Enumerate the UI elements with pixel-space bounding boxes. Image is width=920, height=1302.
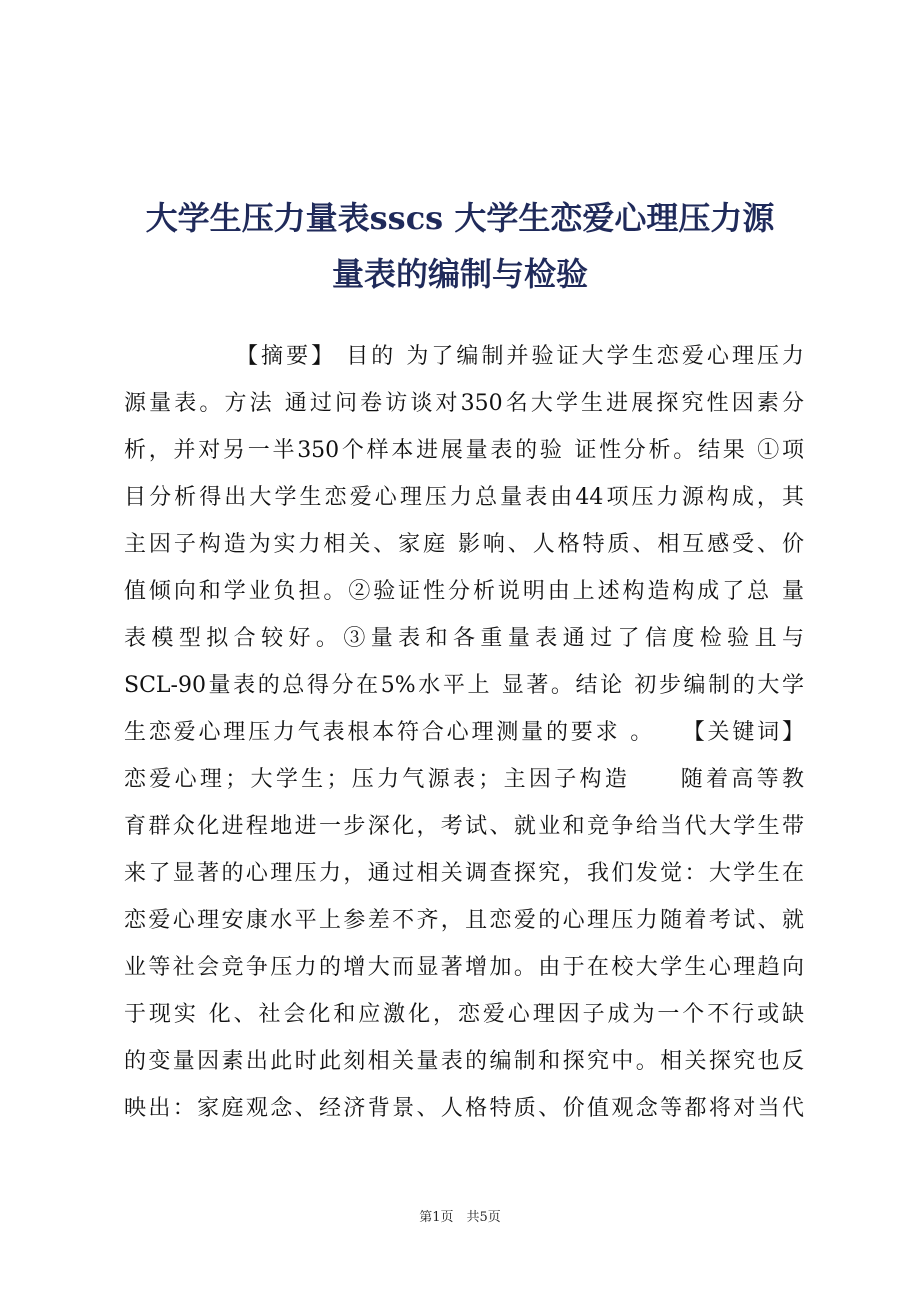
body-line: 表模型拟合较好。③量表和各重量表通过了信度检验且与: [124, 626, 804, 651]
body-line: 源量表。方法 通过问卷访谈对350名大学生进展探究性因素分: [124, 391, 804, 416]
document-title-line-1: 大学生压力量表sscs 大学生恋爱心理压力源: [145, 199, 775, 237]
body-line: 主因子构造为实力相关、家庭 影响、人格特质、相互感受、价: [124, 532, 804, 557]
abstract-line: 【摘要】 目的 为了编制并验证大学生恋爱心理压力: [236, 344, 804, 369]
body-line: 恋爱心理安康水平上参差不齐，且恋爱的心理压力随着考试、就: [124, 908, 804, 933]
body-line: SCL-90量表的总得分在5%水平上 显著。结论 初步编制的大学: [124, 673, 804, 698]
page-number-footer: 第1页 共5页: [419, 1210, 501, 1225]
body-line: 来了显著的心理压力，通过相关调查探究，我们发觉：大学生在: [124, 861, 804, 886]
body-line: 析，并对另一半350个样本进展量表的验 证性分析。结果 ①项: [124, 438, 804, 463]
body-line: 于现实 化、社会化和应激化，恋爱心理因子成为一个不行或缺: [124, 1002, 804, 1027]
body-line: 的变量因素出此时此刻相关量表的编制和探究中。相关探究也反: [124, 1049, 804, 1074]
body-line: 生恋爱心理压力气表根本符合心理测量的要求 。 【关键词】: [124, 720, 804, 745]
body-line: 恋爱心理；大学生；压力气源表；主因子构造 随着高等教: [124, 767, 804, 792]
body-line: 业等社会竞争压力的增大而显著增加。由于在校大学生心理趋向: [124, 955, 804, 980]
body-line: 育群众化进程地进一步深化，考试、就业和竞争给当代大学生带: [124, 814, 804, 839]
body-line: 映出：家庭观念、经济背景、人格特质、价值观念等都将对当代: [124, 1096, 804, 1121]
body-line: 目分析得出大学生恋爱心理压力总量表由44项压力源构成，其: [124, 485, 804, 510]
document-title-line-2: 量表的编制与检验: [331, 255, 588, 293]
body-line: 值倾向和学业负担。②验证性分析说明由上述构造构成了总 量: [124, 579, 804, 604]
